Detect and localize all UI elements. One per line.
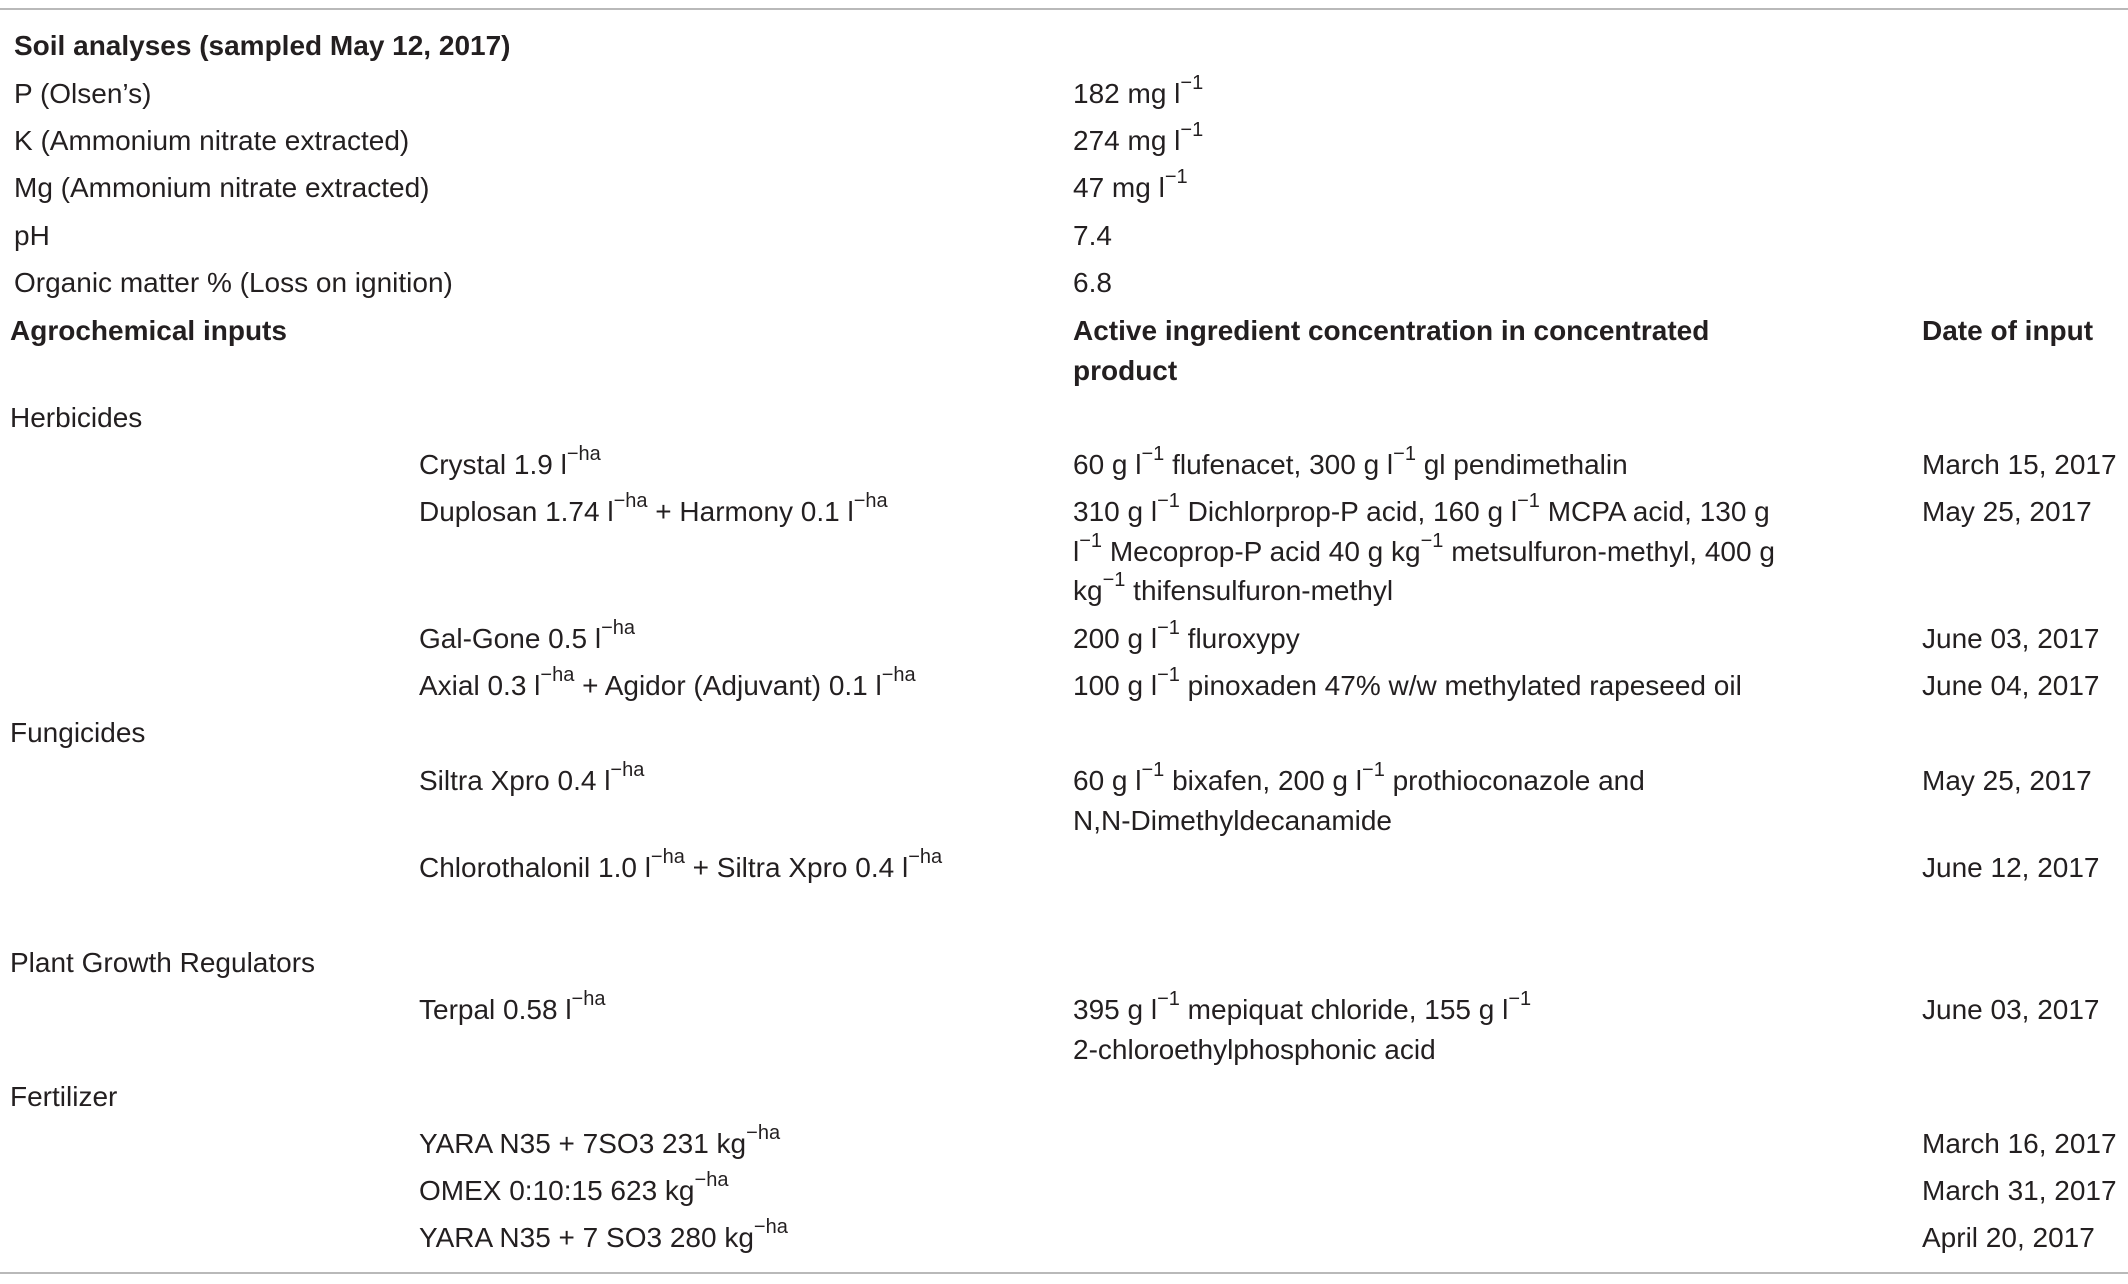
fungicide-ingredient-siltra-line2: N,N-Dimethyldecanamide: [1073, 805, 1393, 836]
bottom-rule: [0, 1272, 2128, 1274]
category-plant-growth-regulators: Plant Growth Regulators: [10, 947, 316, 978]
soil-value-p: 182 mg $l^{-1}$: [1073, 71, 1204, 109]
herbicide-product-axial: Axial 0.3 $l^{-ha}$ + Agidor (Adjuvant) 0.1 $l^{-ha}$: [419, 663, 916, 701]
header-date-of-input: Date of input: [1922, 315, 2094, 346]
fungicide-date-siltra: May 25, 2017: [1922, 765, 2092, 796]
fungicide-ingredient-siltra-line1: 60 g $l^{-1}$ bixafen, 200 g $l^{-1}$ prothioconazole and: [1073, 758, 1645, 796]
herbicide-date-crystal: March 15, 2017: [1922, 449, 2117, 480]
header-agrochemical-inputs: Agrochemical inputs: [10, 315, 287, 346]
soil-value-om: 6.8: [1073, 267, 1112, 298]
category-herbicides: Herbicides: [10, 402, 143, 433]
herbicide-ingredient-axial: 100 g $l^{-1}$ pinoxaden 47% w/w methylated rapeseed oil: [1073, 663, 1742, 701]
herbicide-product-crystal: Crystal 1.9 $l^{-ha}$: [419, 442, 601, 480]
pgr-product-terpal: Terpal 0.58 $l^{-ha}$: [419, 987, 606, 1025]
soil-title: Soil analyses (sampled May 12, 2017): [14, 30, 511, 61]
category-fertilizer: Fertilizer: [10, 1081, 118, 1112]
fertilizer-date-yara-280: April 20, 2017: [1922, 1222, 2095, 1253]
herbicide-ingredient-galgone: 200 g $l^{-1}$ fluroxypy: [1073, 616, 1300, 654]
soil-value-mg: 47 mg $l^{-1}$: [1073, 165, 1188, 203]
top-rule: [0, 8, 2128, 10]
soil-label-om: Organic matter % (Loss on ignition): [14, 267, 453, 298]
pgr-ingredient-terpal-line2: 2-chloroethylphosphonic acid: [1073, 1034, 1436, 1065]
soil-label-ph: pH: [14, 220, 50, 251]
soil-label-k: K (Ammonium nitrate extracted): [14, 125, 410, 156]
herbicide-product-duplosan: Duplosan 1.74 $l^{-ha}$ + Harmony 0.1 $l^{-ha}$: [419, 489, 888, 527]
herbicide-ingredient-duplosan-line2: $l^{-1}$ Mecoprop-P acid 40 g $kg^{-1}$ metsulfuron-methyl, 400 g: [1073, 529, 1775, 567]
header-active-ingredient-line1: Active ingredient concentration in concentrated: [1073, 315, 1710, 346]
fungicide-product-chlorothalonil: Chlorothalonil 1.0 $l^{-ha}$ + Siltra Xpro 0.4 $l^{-ha}$: [419, 845, 943, 883]
herbicide-ingredient-crystal: 60 g $l^{-1}$ flufenacet, 300 g $l^{-1}$ gl pendimethalin: [1073, 442, 1628, 480]
pgr-date-terpal: June 03, 2017: [1922, 994, 2100, 1025]
soil-label-mg: Mg (Ammonium nitrate extracted): [14, 172, 430, 203]
fertilizer-product-yara-231: YARA N35 + 7SO3 231 $kg^{-ha}$: [419, 1121, 781, 1159]
fungicide-date-chlorothalonil: June 12, 2017: [1922, 852, 2100, 883]
herbicide-date-axial: June 04, 2017: [1922, 670, 2100, 701]
header-active-ingredient-line2: product: [1073, 355, 1178, 386]
fertilizer-date-yara-231: March 16, 2017: [1922, 1128, 2117, 1159]
pgr-ingredient-terpal-line1: 395 g $l^{-1}$ mepiquat chloride, 155 g $l^{-1}$: [1073, 987, 1532, 1025]
herbicide-product-galgone: Gal-Gone 0.5 $l^{-ha}$: [419, 616, 636, 654]
soil-value-ph: 7.4: [1073, 220, 1112, 251]
herbicide-ingredient-duplosan-line3: $kg^{-1}$ thifensulfuron-methyl: [1073, 568, 1394, 606]
soil-label-p: P (Olsen’s): [14, 78, 152, 109]
soil-value-k: 274 mg $l^{-1}$: [1073, 118, 1204, 156]
herbicide-date-duplosan: May 25, 2017: [1922, 496, 2092, 527]
fertilizer-product-omex: OMEX 0:10:15 623 $kg^{-ha}$: [419, 1168, 729, 1206]
category-fungicides: Fungicides: [10, 717, 146, 748]
herbicide-ingredient-duplosan-line1: 310 g $l^{-1}$ Dichlorprop-P acid, 160 g $l^{-1}$ MCPA acid, 130 g: [1073, 489, 1770, 527]
fungicide-product-siltra: Siltra Xpro 0.4 $l^{-ha}$: [419, 758, 645, 796]
herbicide-date-galgone: June 03, 2017: [1922, 623, 2100, 654]
fertilizer-product-yara-280: YARA N35 + 7 SO3 280 $kg^{-ha}$: [419, 1215, 788, 1253]
fertilizer-date-omex: March 31, 2017: [1922, 1175, 2117, 1206]
